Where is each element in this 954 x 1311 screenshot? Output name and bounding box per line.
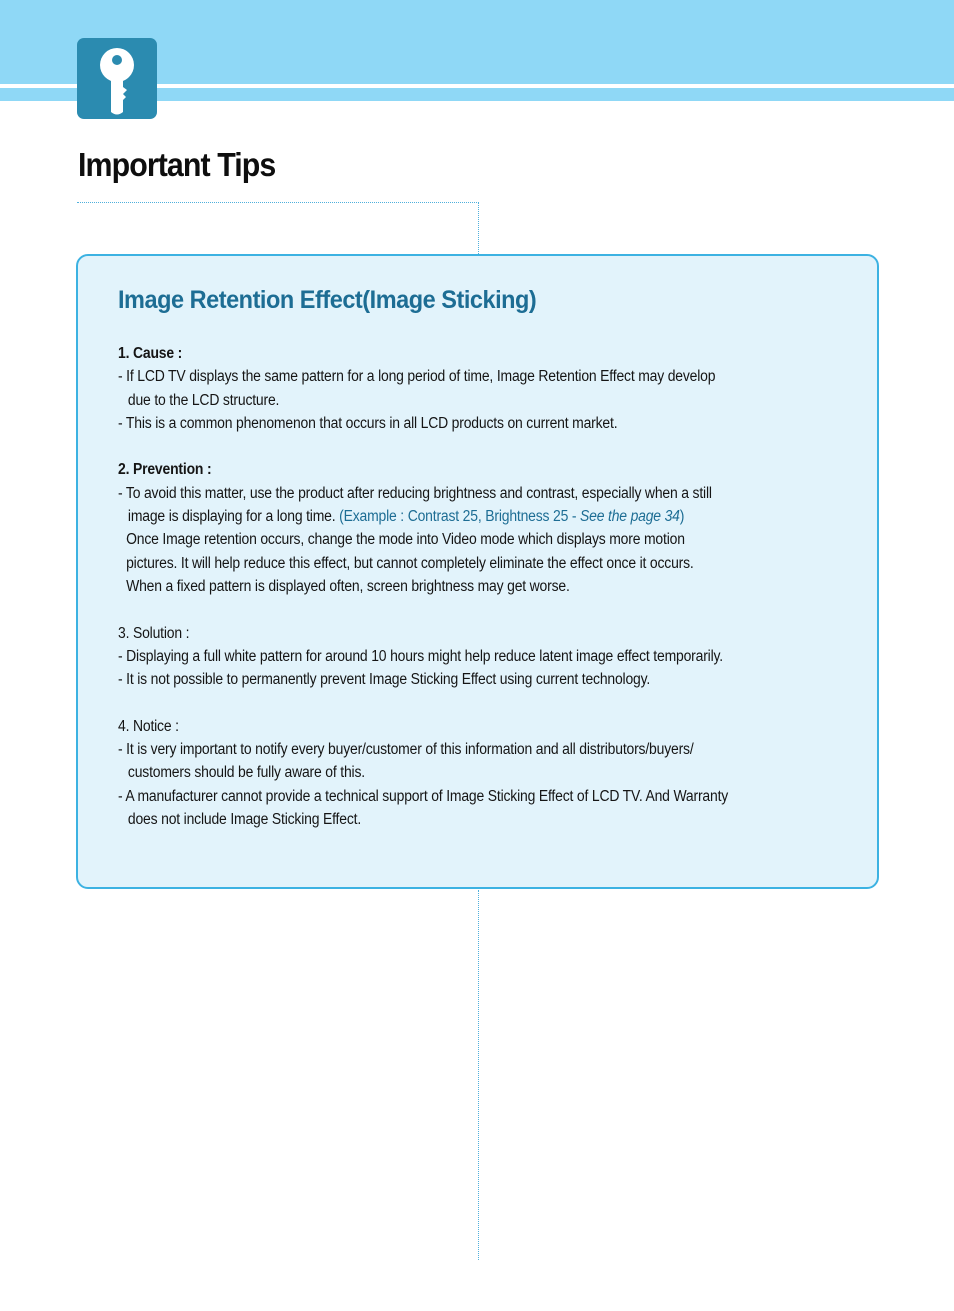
prevention-line-4: pictures. It will help reduce this effect, but cannot completely eliminate the effect once it occurs. [126, 554, 694, 572]
solution-line-1: - Displaying a full white pattern for around 10 hours might help reduce latent image effect temporarily. [118, 647, 723, 665]
vertical-divider-top [478, 202, 479, 254]
panel-content [118, 342, 858, 831]
key-icon [77, 38, 157, 119]
page-title: Important Tips [78, 146, 276, 183]
prevention-line-5: When a fixed pattern is displayed often, screen brightness may get worse. [126, 577, 570, 595]
panel-title: Image Retention Effect(Image Sticking) [118, 286, 537, 314]
vertical-divider-bottom [478, 890, 479, 1260]
prevention-heading: 2. Prevention : [118, 461, 212, 479]
solution-heading: 3. Solution : [118, 624, 190, 642]
example-close: ) [679, 508, 685, 526]
prevention-line-2 [118, 505, 784, 528]
title-divider [77, 202, 479, 203]
solution-line-2: - It is not possible to permanently prevent Image Sticking Effect using current technology. [118, 671, 651, 689]
key-badge [77, 38, 157, 119]
prevention-line-1: - To avoid this matter, use the product after reducing brightness and contrast, especially when a still [118, 484, 712, 502]
prevention-example: (Example : Contrast 25, Brightness 25 - [339, 508, 577, 526]
cause-line-1: - If LCD TV displays the same pattern for a long period of time, Image Retention Effect may develop [118, 368, 716, 386]
prevention-line-3: Once Image retention occurs, change the mode into Video mode which displays more motion [126, 531, 685, 549]
cause-heading: 1. Cause : [118, 345, 183, 362]
prevention-line-2-text: image is displaying for a long time. [127, 508, 336, 526]
tips-panel [76, 254, 879, 889]
notice-line-4: does not include Image Sticking Effect. [127, 810, 362, 828]
notice-heading: 4. Notice : [118, 717, 179, 735]
notice-line-3: - A manufacturer cannot provide a technical support of Image Sticking Effect of LCD TV. And Warranty [118, 787, 729, 805]
page-reference: See the page 34 [580, 508, 680, 526]
notice-line-2: customers should be fully aware of this. [127, 764, 365, 782]
notice-line-1: - It is very important to notify every buyer/customer of this information and all distributors/buyers/ [118, 741, 694, 759]
cause-line-3: - This is a common phenomenon that occurs in all LCD products on current market. [118, 414, 618, 432]
cause-line-2: due to the LCD structure. [127, 391, 280, 409]
